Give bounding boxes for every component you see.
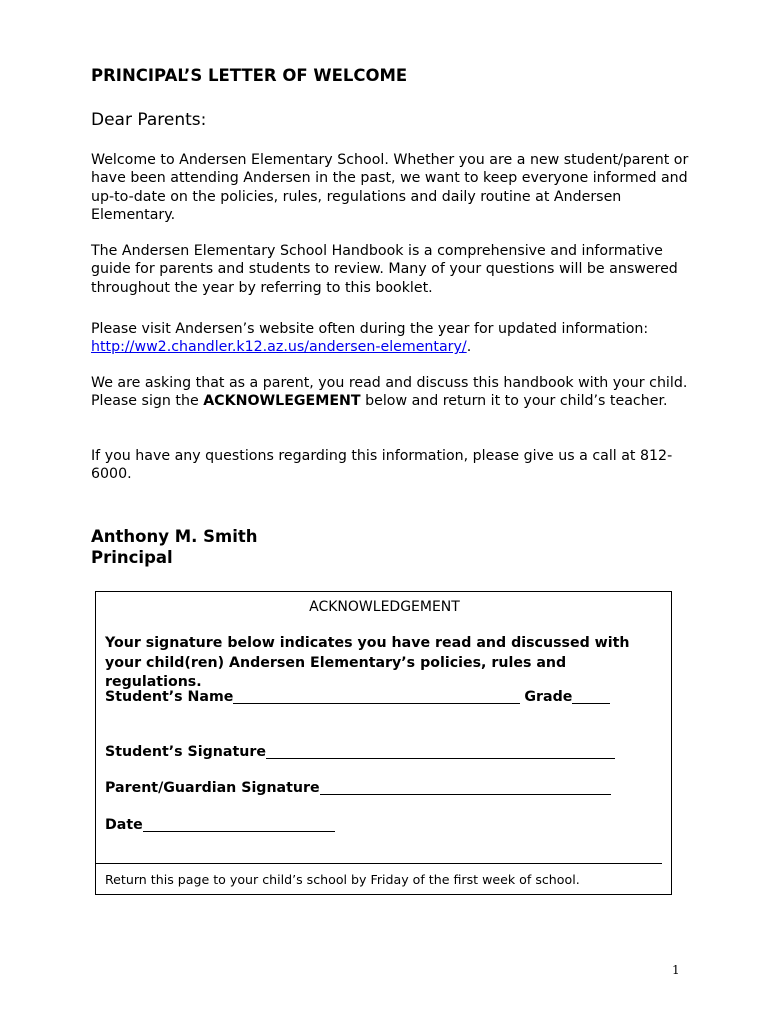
page-number: 1 bbox=[672, 963, 680, 977]
acknowledgement-statement: Your signature below indicates you have read and discussed with your child(ren) Andersen Elementary’s policies, rules and regulations. bbox=[105, 635, 630, 690]
form-divider bbox=[96, 863, 662, 864]
student-name-label: Student’s Name bbox=[105, 689, 234, 705]
letter-title: PRINCIPAL’S LETTER OF WELCOME bbox=[91, 66, 408, 85]
welcome-paragraph: Welcome to Andersen Elementary School. Whether you are a new student/parent or have been attending Andersen in the past, we want to keep everyone informed and up-to-date on the policies, rules, regulations and daily routine at Andersen Elementary. bbox=[91, 152, 689, 224]
principal-title: Principal bbox=[91, 548, 173, 567]
parent-signature-row bbox=[105, 780, 611, 796]
acknowledgement-form bbox=[95, 591, 672, 895]
acknowlegement-emphasis: ACKNOWLEGEMENT bbox=[203, 393, 361, 410]
website-text: Please visit Andersen’s website often during the year for updated information: bbox=[91, 321, 649, 337]
grade-field[interactable] bbox=[572, 689, 610, 704]
acknowledgement-heading: ACKNOWLEDGEMENT bbox=[309, 599, 460, 615]
request-text-start: We are asking that as a parent, you read and discuss this handbook with your child. Please sign the bbox=[91, 375, 688, 410]
date-field[interactable] bbox=[143, 817, 335, 832]
request-text-end: below and return it to your child’s teacher. bbox=[360, 393, 668, 410]
website-period: . bbox=[466, 339, 472, 356]
grade-label: Grade bbox=[524, 689, 573, 705]
date-label: Date bbox=[105, 817, 143, 833]
acknowledgement-request-paragraph bbox=[91, 374, 691, 411]
date-row bbox=[105, 817, 335, 833]
student-signature-row bbox=[105, 744, 615, 760]
student-signature-field[interactable] bbox=[266, 744, 615, 759]
student-name-field[interactable] bbox=[233, 689, 520, 704]
website-link[interactable]: http://ww2.chandler.k12.az.us/andersen-elementary/ bbox=[91, 339, 467, 356]
return-instructions: Return this page to your child’s school by Friday of the first week of school. bbox=[105, 872, 580, 887]
salutation: Dear Parents: bbox=[91, 110, 207, 130]
student-name-row bbox=[105, 689, 610, 705]
website-paragraph bbox=[91, 320, 691, 357]
principal-name: Anthony M. Smith bbox=[91, 527, 258, 546]
contact-paragraph: If you have any questions regarding this information, please give us a call at 812-6000. bbox=[91, 448, 673, 483]
handbook-paragraph: The Andersen Elementary School Handbook is a comprehensive and informative guide for parents and students to review. Many of your questions will be answered throughout the year by referring to this booklet. bbox=[91, 243, 678, 296]
parent-signature-field[interactable] bbox=[320, 780, 611, 795]
parent-signature-label: Parent/Guardian Signature bbox=[105, 780, 320, 796]
student-signature-label: Student’s Signature bbox=[105, 744, 266, 760]
